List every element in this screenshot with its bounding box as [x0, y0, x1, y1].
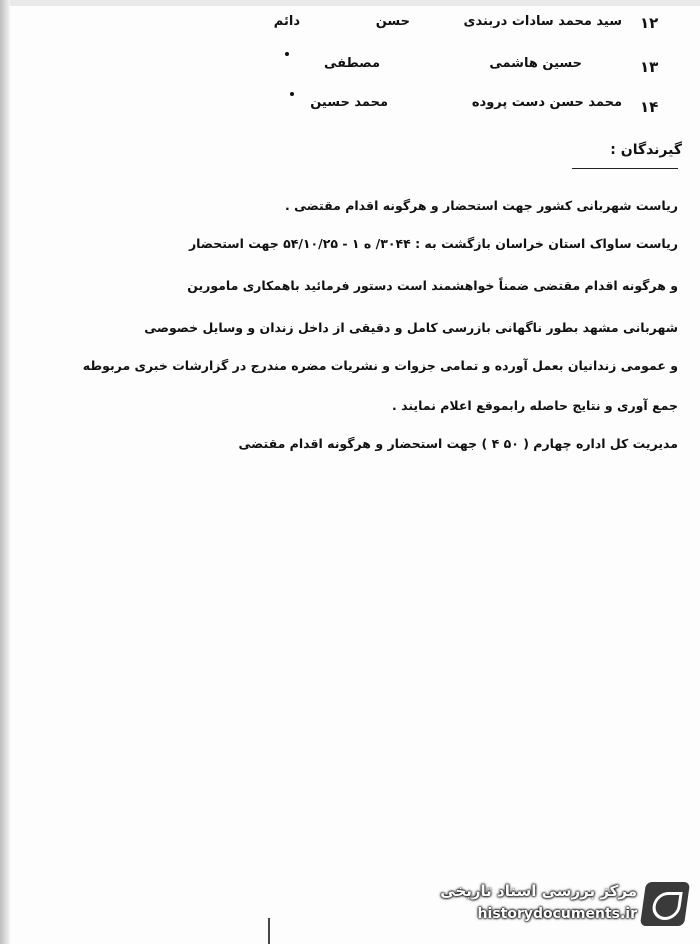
document-archive-logo-icon: [640, 882, 690, 926]
watermark-title: مرکز بررسی اسناد تاریخی: [440, 882, 637, 900]
paragraph-savak-line: و عمومی زندانیان بعمل آورده و تمامی جزوات و نشریات مضره مندرج در گزارشات خبری مربوطه: [82, 358, 678, 373]
scan-left-edge: [0, 0, 10, 944]
list-number: ۱۳: [640, 58, 659, 76]
watermark-url: historydocuments.ir: [477, 906, 637, 922]
list-note: دائم: [273, 14, 300, 29]
list-name: محمد حسن دست پروده: [471, 95, 622, 110]
paragraph-savak-line: جمع آوری و نتایج حاصله رابموقع اعلام نمایند .: [392, 398, 678, 413]
ink-dot: [290, 92, 294, 96]
list-father: محمد حسین: [310, 95, 388, 110]
paragraph-fourth-directorate: مدیریت کل اداره چهارم ( ۵۰ ۴ ) جهت استحضار و هرگونه اقدام مقتضی: [238, 436, 678, 451]
paragraph-savak-line: شهربانی مشهد بطور ناگهانی بازرسی کامل و دقیقی از داخل زندان و وسایل خصوصی: [144, 320, 678, 335]
paragraph-police: ریاست شهربانی کشور جهت استحضار و هرگونه اقدام مقتضی .: [284, 198, 678, 213]
heading-underline: [572, 168, 678, 169]
list-father: حسن: [375, 14, 410, 29]
ink-dot: [285, 52, 289, 56]
list-number: ۱۴: [640, 98, 659, 116]
margin-mark: [268, 918, 270, 944]
list-number: ۱۲: [640, 14, 659, 32]
paragraph-savak-line: ریاست ساواک استان خراسان بازگشت به : ۳۰۴۴/ ه ۱ - ۵۴/۱۰/۲۵ جهت استحضار: [188, 236, 678, 251]
watermark: [425, 876, 695, 938]
list-father: مصطفی: [323, 56, 380, 71]
scan-top-edge: [0, 0, 700, 6]
list-name: حسین هاشمی: [489, 56, 582, 71]
paragraph-savak-line: و هرگونه اقدام مقتضی ضمناً خواهشمند است دستور فرمائید باهمکاری مامورین: [187, 278, 678, 293]
list-name: سید محمد سادات دربندی: [463, 14, 622, 29]
recipients-heading: گیرندگان :: [610, 142, 682, 158]
